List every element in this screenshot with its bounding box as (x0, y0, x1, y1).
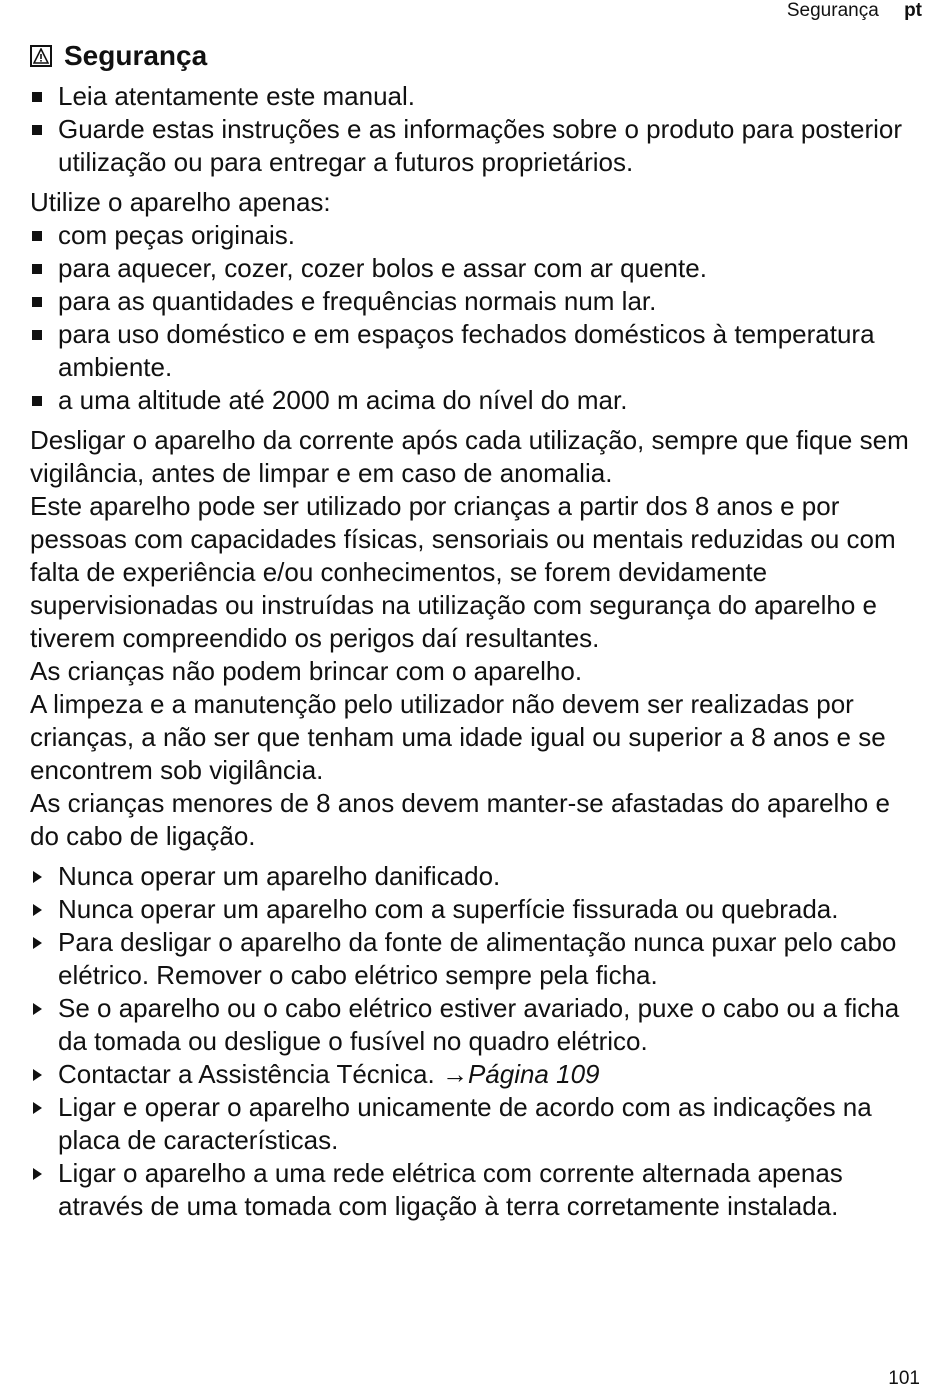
paragraph: A limpeza e a manutenção pelo utilizador não devem ser realizadas por crianças, a não ser que tenham uma idade igual ou superior a 8 anos e se encontrem sob vigilância. (30, 689, 886, 785)
page-content (30, 80, 920, 1223)
action-list (30, 860, 920, 1223)
page-number: 101 (888, 1368, 920, 1389)
page-header (787, 0, 922, 22)
title-text: Segurança (64, 40, 208, 71)
page-reference-link[interactable]: →Página 109 (441, 1059, 600, 1089)
list-item: para as quantidades e frequências normais num lar. (30, 285, 920, 318)
list-item: Ligar o aparelho a uma rede elétrica com corrente alternada apenas através de uma tomada com ligação à terra corretamente instalada. (30, 1157, 920, 1223)
list-item: Para desligar o aparelho da fonte de alimentação nunca puxar pelo cabo elétrico. Remover o cabo elétrico sempre pela ficha. (30, 926, 920, 992)
list-item: Guarde estas instruções e as informações sobre o produto para posterior utilização ou para entregar a futuros proprietários. (30, 113, 920, 179)
list-item: Nunca operar um aparelho danificado. (30, 860, 920, 893)
section-title (30, 38, 207, 74)
warning-icon (30, 45, 52, 67)
contact-text: Contactar a Assistência Técnica. (58, 1059, 442, 1089)
paragraph: As crianças menores de 8 anos devem manter-se afastadas do aparelho e do cabo de ligação. (30, 788, 890, 851)
paragraph: Este aparelho pode ser utilizado por crianças a partir dos 8 anos e por pessoas com capacidades físicas, sensoriais ou mentais reduzidas ou com falta de experiência e/ou conhecimentos, se forem devidamente supervisionadas ou instruídas na utilização com segurança do aparelho e tiverem compreendido os perigos daí resultantes. (30, 491, 896, 653)
intro-list (30, 80, 920, 179)
paragraph: As crianças não podem brincar com o aparelho. (30, 656, 583, 686)
list-item: Nunca operar um aparelho com a superfície fissurada ou quebrada. (30, 893, 920, 926)
paragraph: Desligar o aparelho da corrente após cada utilização, sempre que fique sem vigilância, antes de limpar e em caso de anomalia. (30, 425, 909, 488)
header-section: Segurança (786, 0, 879, 21)
list-item: para aquecer, cozer, cozer bolos e assar com ar quente. (30, 252, 920, 285)
use-list (30, 219, 920, 417)
list-item: Leia atentamente este manual. (30, 80, 920, 113)
use-heading: Utilize o aparelho apenas: (30, 187, 331, 217)
header-language: pt (904, 0, 922, 21)
list-item: Ligar e operar o aparelho unicamente de acordo com as indicações na placa de características. (30, 1091, 920, 1157)
list-item: para uso doméstico e em espaços fechados domésticos à temperatura ambiente. (30, 318, 920, 384)
list-item (30, 1058, 920, 1091)
list-item: a uma altitude até 2000 m acima do nível do mar. (30, 384, 920, 417)
list-item: com peças originais. (30, 219, 920, 252)
list-item: Se o aparelho ou o cabo elétrico estiver avariado, puxe o cabo ou a ficha da tomada ou desligue o fusível no quadro elétrico. (30, 992, 920, 1058)
